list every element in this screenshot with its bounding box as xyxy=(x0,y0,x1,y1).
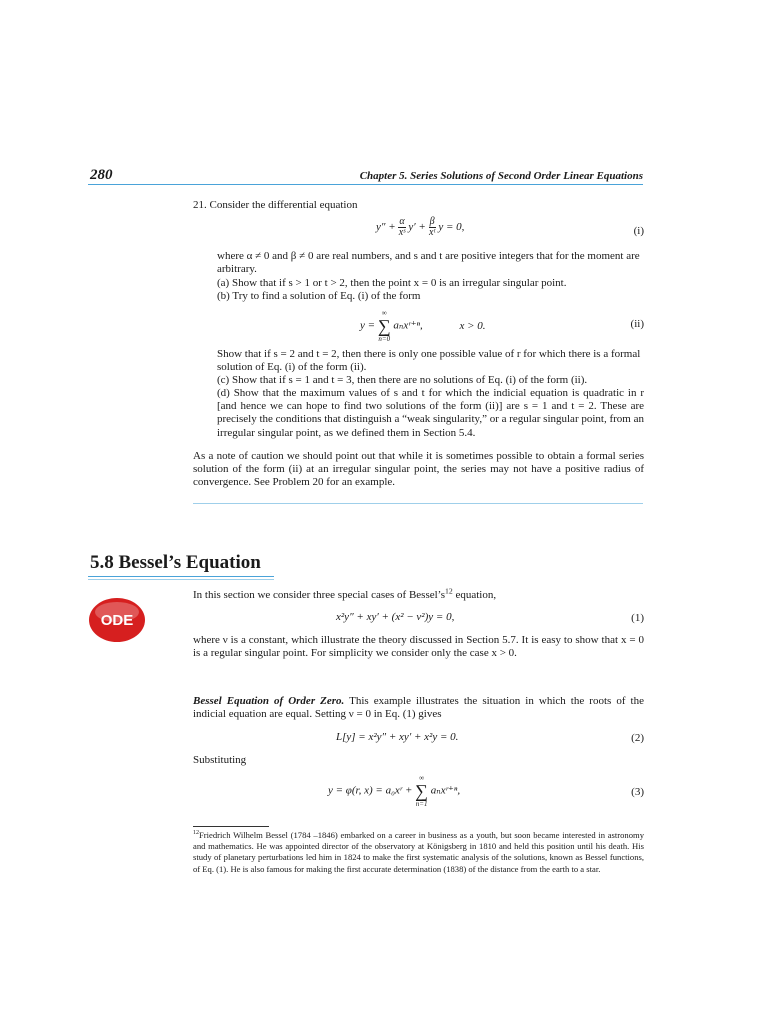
part-d: (d) Show that the maximum values of s and t for which the indicial equation is quadratic in r [and hence we can hope to find two solutions of the form (ii)] are s = 1 and t = 2. These are precisely the conditions that distinguish a “weak singularity,” or a regular singular point, from an irregular singular point, as we defined them in Section 5.4. xyxy=(217,387,644,439)
eq-i-part: y′ + xyxy=(408,221,429,234)
eq-i-frac-alpha xyxy=(398,217,405,238)
section-rule-thin xyxy=(88,579,274,580)
eq-1-label: (1) xyxy=(631,612,644,624)
section-rule xyxy=(88,576,274,577)
eq-i-part: y = 0, xyxy=(438,221,465,234)
problem-para1: where α ≠ 0 and β ≠ 0 are real numbers, and s and t are positive integers that for the moment are arbitrary. xyxy=(217,250,640,276)
header-rule xyxy=(88,184,643,185)
sum-symbol xyxy=(415,774,428,808)
sigma: ∑ xyxy=(377,316,391,336)
eq-ii-condition: x > 0. xyxy=(459,319,486,332)
intro-text: In this section we consider three special cases of Bessel’s xyxy=(193,589,446,601)
sum-lower: n=0 xyxy=(378,335,391,343)
footnote xyxy=(193,830,644,875)
equation-i xyxy=(376,217,464,238)
eq-i-part: y″ + xyxy=(376,221,399,234)
ode-label: ODE xyxy=(100,612,134,629)
section-para1: where ν is a constant, which illustrate the theory discussed in Section 5.7. It is easy to show that x = 0 is a regular singular point. For simplicity we consider only the case x > 0. xyxy=(193,634,644,660)
sum-lower: n=1 xyxy=(415,800,428,808)
section-intro xyxy=(193,586,644,602)
eq-ii-label: (ii) xyxy=(630,318,644,330)
frac-num: β xyxy=(429,216,435,227)
running-head: Chapter 5. Series Solutions of Second Order Linear Equations xyxy=(359,170,643,182)
caution-note: As a note of caution we should point out that while it is sometimes possible to obtain a formal series solution of the form (ii) at an irregular singular point, the series may not have a positive radius of convergence. See Problem 20 for an example. xyxy=(193,450,644,489)
equation-1: x²y″ + xy′ + (x² − ν²)y = 0, xyxy=(336,611,455,623)
section-title: 5.8 Bessel’s Equation xyxy=(90,552,261,573)
sum-upper: ∞ xyxy=(381,309,387,317)
ode-badge-icon[interactable] xyxy=(88,597,146,643)
footnote-rule xyxy=(193,826,269,827)
frac-num: α xyxy=(399,216,405,227)
equation-2: L[y] = x²y″ + xy′ + x²y = 0. xyxy=(336,731,459,743)
equation-3 xyxy=(328,774,460,808)
sigma: ∑ xyxy=(415,781,429,801)
footnote-ref: 12 xyxy=(445,586,453,596)
footnote-marker: 12 xyxy=(193,830,200,837)
eq-2-label: (2) xyxy=(631,732,644,744)
part-c: (c) Show that if s = 1 and t = 3, then there are no solutions of Eq. (i) of the form (ii). xyxy=(217,374,588,386)
page-number: 280 xyxy=(90,167,113,183)
eq-i-frac-beta xyxy=(429,217,436,238)
part-b: (b) Try to find a solution of Eq. (i) of the form xyxy=(217,290,421,302)
footnote-text: Friedrich Wilhelm Bessel (1784 –1846) embarked on a career in business as a youth, but soon became interested in astronomy and mathematics. He was appointed director of the observatory at Königsberg in 1810 and held this position until his death. His study of planetary perturbations led him in 1824 to make the first systematic analysis of the solutions, known as Bessel functions, of Eq. (1). He is also famous for making the first accurate determination (1838) of the distance from the earth to a star. xyxy=(193,830,644,874)
part-a: (a) Show that if s > 1 or t > 2, then the point x = 0 is an irregular singular point. xyxy=(217,277,567,289)
problem-intro: 21. Consider the differential equation xyxy=(193,199,358,211)
problem-para2: Show that if s = 2 and t = 2, then there is only one possible value of r for which there is a formal solution of Eq. (i) of the form (ii). xyxy=(217,348,641,374)
divider-rule xyxy=(193,503,643,504)
eq-ii-part: y = xyxy=(360,319,378,332)
intro-text-end: equation, xyxy=(452,589,497,601)
eq-3-part: aₙxʳ⁺ⁿ, xyxy=(430,784,461,797)
section-para2 xyxy=(193,695,644,721)
frac-den: xˢ xyxy=(398,227,406,238)
substituting-label: Substituting xyxy=(193,754,247,766)
eq-3-label: (3) xyxy=(631,786,644,798)
sum-upper: ∞ xyxy=(419,774,425,782)
eq-3-part: y = φ(r, x) = a₀xʳ + xyxy=(328,784,416,797)
equation-ii xyxy=(360,309,486,343)
subsection-text: This example illustrates the situation in which the roots of the indicial equation are equal. Setting ν = 0 in Eq. (1) gives xyxy=(193,695,644,721)
frac-den: xᵗ xyxy=(429,227,436,238)
subsection-heading: Bessel Equation of Order Zero. xyxy=(193,695,345,707)
eq-i-label: (i) xyxy=(633,225,644,237)
eq-ii-part: aₙxʳ⁺ⁿ, xyxy=(393,319,423,332)
sum-symbol xyxy=(378,309,391,343)
